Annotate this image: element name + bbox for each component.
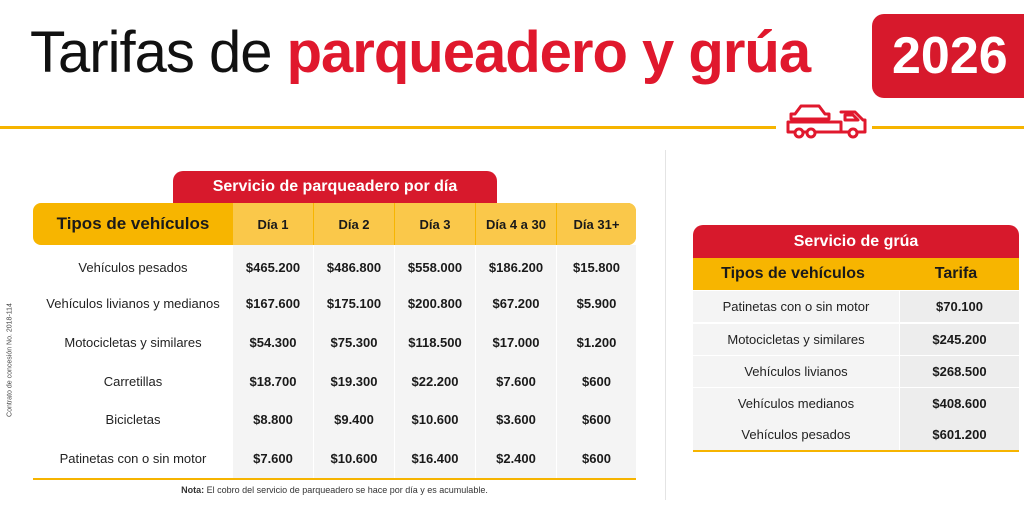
price-cell: $200.800: [407, 296, 463, 311]
table-row: [693, 419, 1019, 451]
price-cell: $465.200: [245, 260, 301, 275]
tow-header-row: [693, 258, 1019, 290]
contract-note-text: Contrato de concesión No. 2018-114: [6, 303, 14, 417]
table-row: [693, 388, 1019, 420]
price-cell: $5.900: [576, 296, 617, 311]
price-cell: $18.700: [249, 374, 297, 389]
table-row: [33, 362, 636, 401]
price-cell: $75.300: [330, 335, 378, 350]
price-cell: $10.600: [411, 412, 459, 427]
vehicle-type-cell: Vehículos livianos y medianos: [46, 296, 220, 311]
header-vehicle-type: Tipos de vehículos: [721, 265, 865, 282]
price-cell: $186.200: [488, 260, 544, 275]
tow-bottom-rule: [693, 450, 1019, 452]
price-cell: $600: [582, 451, 611, 466]
price-cell: $10.600: [330, 451, 378, 466]
table-row: [33, 439, 636, 478]
tow-truck-icon: [785, 100, 869, 140]
price-cell: $70.100: [900, 291, 1019, 322]
year-badge: 2026: [872, 14, 1024, 98]
price-cell: $175.100: [326, 296, 382, 311]
price-cell: $245.200: [900, 324, 1019, 355]
price-cell: $2.400: [496, 451, 536, 466]
price-cell: $408.600: [900, 388, 1019, 419]
price-cell: $9.400: [334, 412, 374, 427]
table-row: [33, 323, 636, 362]
parking-header-row: [33, 203, 636, 245]
price-cell: $167.600: [245, 296, 301, 311]
price-cell: $67.200: [492, 296, 540, 311]
price-cell: $600: [582, 374, 611, 389]
header-rule-right: [872, 126, 1024, 129]
price-cell: $268.500: [900, 356, 1019, 387]
header-day-31: Día 31+: [557, 203, 636, 245]
price-cell: $486.800: [326, 260, 382, 275]
contract-note: [2, 285, 18, 435]
price-cell: $54.300: [249, 335, 297, 350]
vehicle-type-cell: Bicicletas: [105, 412, 161, 427]
header-rate: Tarifa: [934, 265, 978, 282]
parking-bottom-rule: [33, 478, 636, 480]
title-part-2: parqueadero y grúa: [286, 20, 811, 85]
table-row: [33, 400, 636, 439]
header-day-2: Día 2: [314, 203, 394, 245]
price-cell: $118.500: [408, 335, 462, 350]
price-cell: $3.600: [496, 412, 536, 427]
vehicle-type-cell: Patinetas con o sin motor: [693, 291, 899, 322]
price-cell: $22.200: [411, 374, 459, 389]
vehicle-type-cell: Carretillas: [103, 374, 163, 389]
price-cell: $558.000: [407, 260, 463, 275]
vehicle-type-cell: Vehículos livianos: [693, 356, 899, 387]
price-cell: $17.000: [492, 335, 540, 350]
table-row: [33, 248, 636, 287]
parking-caption: Servicio de parqueadero por día: [173, 171, 497, 203]
price-cell: $19.300: [330, 374, 378, 389]
price-cell: $7.600: [253, 451, 293, 466]
vehicle-type-cell: Vehículos pesados: [78, 260, 188, 275]
price-cell: $600: [582, 412, 611, 427]
header-day-4-30: Día 4 a 30: [476, 203, 556, 245]
vehicle-type-cell: Patinetas con o sin motor: [59, 451, 207, 466]
price-cell: $7.600: [496, 374, 536, 389]
vehicle-type-cell: Motocicletas y similares: [64, 335, 202, 350]
tow-caption: Servicio de grúa: [693, 225, 1019, 258]
vehicle-type-cell: Vehículos pesados: [693, 419, 899, 450]
vehicle-type-cell: Motocicletas y similares: [693, 324, 899, 355]
table-row: [693, 324, 1019, 356]
price-cell: $1.200: [576, 335, 617, 350]
price-cell: $601.200: [900, 419, 1019, 450]
note-label: Nota:: [181, 485, 205, 495]
section-divider: [665, 150, 666, 500]
note-text: El cobro del servicio de parqueadero se hace por día y es acumulable.: [204, 485, 488, 495]
vehicle-type-cell: Vehículos medianos: [693, 388, 899, 419]
price-cell: $8.800: [253, 412, 293, 427]
title-part-1: Tarifas de: [30, 20, 272, 85]
table-row: [33, 284, 636, 323]
page-title: [30, 18, 810, 88]
parking-note: [33, 485, 636, 495]
table-row: [693, 356, 1019, 388]
header-vehicle-type: Tipos de vehículos: [56, 214, 210, 233]
table-row: [693, 291, 1019, 323]
price-cell: $16.400: [411, 451, 459, 466]
price-cell: $15.800: [573, 260, 620, 275]
header-day-1: Día 1: [233, 203, 313, 245]
header-day-3: Día 3: [395, 203, 475, 245]
header-rule: [0, 126, 776, 129]
